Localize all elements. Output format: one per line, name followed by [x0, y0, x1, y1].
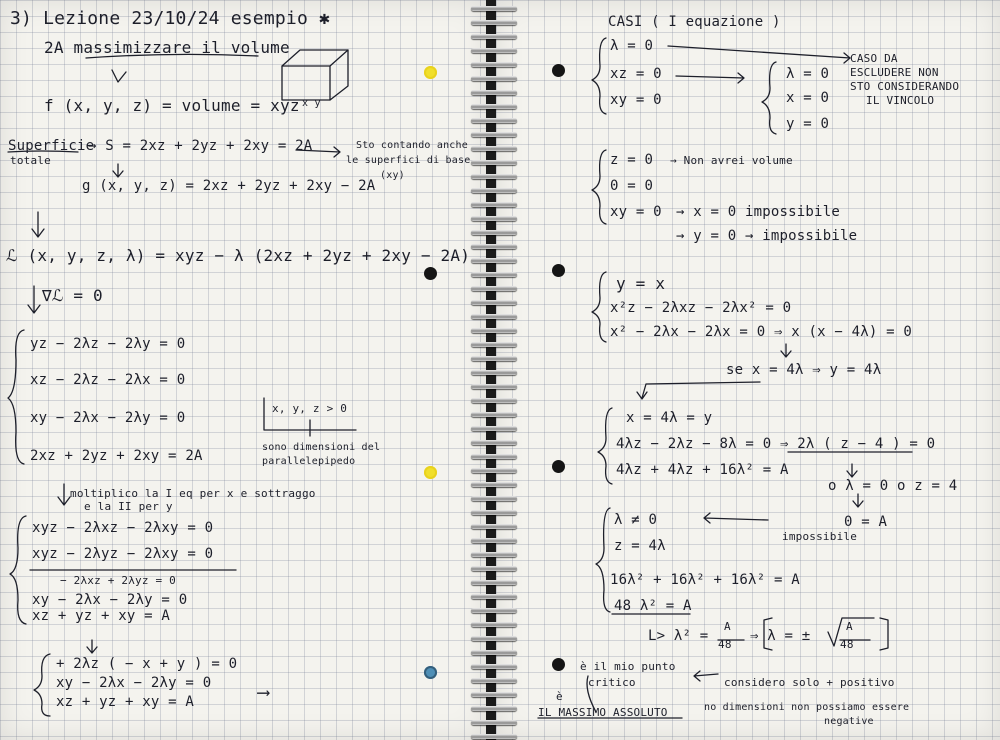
exclude-note-1: CASO DA [850, 52, 898, 65]
constraint-function: g (x, y, z) = 2xz + 2yz + 2xy − 2A [82, 178, 376, 194]
case-a-sub1: λ = 0 [786, 66, 830, 82]
case-c-eq2: x²z − 2λxz − 2λx² = 0 [610, 300, 792, 316]
impossible-2: → y = 0 → impossibile [676, 228, 858, 244]
case-e-eq1: λ ≠ 0 [614, 512, 658, 528]
punch-hole [552, 264, 565, 277]
lesson-subtitle: 2A massimizzare il volume [44, 38, 290, 57]
lesson-title: 3) Lezione 23/10/24 esempio ✱ [10, 8, 331, 29]
spiral-ring [468, 102, 520, 112]
objective-function: f (x, y, z) = volume = xyz [44, 96, 300, 115]
max-note-3: IL MASSIMO ASSOLUTO [538, 706, 668, 719]
spiral-ring [468, 368, 520, 378]
side-note-1: Sto contando anche [356, 140, 468, 151]
lambda-squared: L> λ² = [648, 628, 709, 644]
spiral-ring [468, 718, 520, 728]
punch-hole [424, 666, 437, 679]
continue-arrow: ⟶ [258, 682, 270, 703]
consider-positive: considero solo + positivo [724, 676, 895, 689]
punch-hole [552, 658, 565, 671]
case-e-eq3: 16λ² + 16λ² + 16λ² = A [610, 572, 800, 588]
exclude-note-4: IL VINCOLO [866, 94, 935, 107]
cases-title: CASI ( I equazione ) [608, 14, 781, 30]
system2-eq2: xyz − 2λyz − 2λxy = 0 [32, 546, 214, 562]
punch-hole [424, 466, 437, 479]
case-c-eq1: y = x [616, 274, 666, 293]
case-b-eq2: 0 = 0 [610, 178, 654, 194]
positive-note-3: parallelepipedo [262, 456, 356, 467]
spiral-ring [468, 634, 520, 644]
spiral-ring [468, 144, 520, 154]
spiral-ring [468, 438, 520, 448]
fraction-denominator: 48 [718, 638, 732, 651]
gradient-equation: ∇ℒ = 0 [42, 286, 103, 305]
lagrangian: ℒ (x, y, z, λ) = xyz − λ (2xz + 2yz + 2xy − 2A) [6, 246, 471, 265]
spiral-ring [468, 732, 520, 740]
spiral-ring [468, 662, 520, 672]
spiral-ring [468, 130, 520, 140]
spiral-ring [468, 256, 520, 266]
system1-eq3: xy − 2λx − 2λy = 0 [30, 410, 186, 426]
spiral-ring [468, 536, 520, 546]
exclude-note-3: STO CONSIDERANDO [850, 80, 960, 93]
system3-eq2: xy − 2λx − 2λy = 0 [56, 675, 212, 691]
system1-eq4: 2xz + 2yz + 2xy = 2A [30, 448, 203, 464]
spiral-ring [468, 522, 520, 532]
spiral-ring [468, 410, 520, 420]
spiral-ring [468, 648, 520, 658]
side-note-3: (xy) [380, 170, 405, 181]
system2-result: − 2λxz + 2λyz = 0 [60, 574, 176, 587]
left-page [0, 0, 486, 740]
spiral-ring [468, 676, 520, 686]
exclude-note-2: ESCLUDERE NON [850, 66, 939, 79]
spiral-ring [468, 46, 520, 56]
lambda-value: ⇒ λ = ± [750, 628, 811, 644]
spiral-ring [468, 88, 520, 98]
spiral-ring [468, 186, 520, 196]
case-a-eq3: xy = 0 [610, 92, 662, 108]
spiral-ring [468, 704, 520, 714]
spiral-ring [468, 494, 520, 504]
case-a-sub2: x = 0 [786, 90, 830, 106]
spiral-ring [468, 466, 520, 476]
right-page [496, 0, 1000, 740]
impossible-3: impossibile [782, 530, 858, 543]
fraction-numerator: A [724, 620, 731, 633]
spiral-ring [468, 284, 520, 294]
root-numerator: A [846, 620, 853, 633]
spiral-ring [468, 312, 520, 322]
punch-hole [424, 66, 437, 79]
system3-eq1: + 2λz ( − x + y ) = 0 [56, 656, 238, 672]
spiral-ring [468, 508, 520, 518]
spiral-ring [468, 270, 520, 280]
no-negative-2: negative [824, 716, 874, 727]
spiral-ring [468, 354, 520, 364]
spiral-ring [468, 60, 520, 70]
case-c-eq3: x² − 2λx − 2λx = 0 ⇒ x (x − 4λ) = 0 [610, 324, 913, 340]
spiral-ring [468, 620, 520, 630]
side-note-2: le superfici di base [346, 155, 471, 166]
spiral-ring [468, 340, 520, 350]
max-note-1: è il mio punto [580, 660, 676, 673]
case-d-eq1: x = 4λ = y [626, 410, 713, 426]
spiral-ring [468, 550, 520, 560]
spiral-ring [468, 214, 520, 224]
max-note-e: è [556, 690, 563, 703]
system1-eq2: xz − 2λz − 2λx = 0 [30, 372, 186, 388]
punch-hole [552, 64, 565, 77]
case-e-eq2: z = 4λ [614, 538, 666, 554]
spiral-ring [468, 200, 520, 210]
system2-eq3: xy − 2λx − 2λy = 0 [32, 592, 188, 608]
spiral-ring [468, 172, 520, 182]
root-denominator: 48 [840, 638, 854, 651]
case-b-eq1: z = 0 [610, 152, 654, 168]
case-b-eq3: xy = 0 [610, 204, 662, 220]
multiply-note-1: moltiplico la I eq per x e sottraggo [70, 487, 316, 500]
surface-equation: → S = 2xz + 2yz + 2xy = 2A [88, 138, 313, 154]
spiral-ring [468, 298, 520, 308]
no-negative-1: no dimensioni non possiamo essere [704, 702, 910, 713]
case-a-sub3: y = 0 [786, 116, 830, 132]
surface-label-2: totale [10, 154, 51, 167]
spiral-ring [468, 4, 520, 14]
spiral-ring [468, 606, 520, 616]
system3-eq3: xz + yz + xy = A [56, 694, 195, 710]
spiral-ring [468, 452, 520, 462]
punch-hole [424, 267, 437, 280]
spiral-ring [468, 592, 520, 602]
system1-eq1: yz − 2λz − 2λy = 0 [30, 336, 186, 352]
spiral-ring [468, 242, 520, 252]
spiral-binding [468, 0, 520, 740]
no-volume-note: → Non avrei volume [670, 154, 793, 167]
spiral-ring [468, 32, 520, 42]
spiral-ring [468, 564, 520, 574]
surface-label: Superficie [8, 138, 95, 154]
spiral-ring [468, 690, 520, 700]
case-e-eq4: 48 λ² = A [614, 598, 692, 614]
punch-hole [552, 460, 565, 473]
case-c-condition: se x = 4λ ⇒ y = 4λ [726, 362, 882, 378]
spiral-ring [468, 326, 520, 336]
spiral-ring [468, 116, 520, 126]
case-a-eq1: λ = 0 [610, 38, 654, 54]
case-d-eq3: 4λz + 4λz + 16λ² = A [616, 462, 789, 478]
case-d-zero: 0 = A [844, 514, 888, 530]
system2-eq4: xz + yz + xy = A [32, 608, 171, 624]
multiply-note-2: e la II per y [84, 500, 173, 513]
spiral-ring [468, 396, 520, 406]
system2-eq1: xyz − 2λxz − 2λxy = 0 [32, 520, 214, 536]
spiral-ring [468, 578, 520, 588]
spiral-ring [468, 228, 520, 238]
box-dimension-labels: x y [302, 98, 321, 109]
impossible-1: → x = 0 impossibile [676, 204, 840, 220]
positive-note-2: sono dimensioni del [262, 442, 381, 453]
spiral-ring [468, 158, 520, 168]
max-note-2: critico [588, 676, 636, 689]
spiral-ring [468, 382, 520, 392]
spiral-ring [468, 424, 520, 434]
case-d-or: o λ = 0 o z = 4 [828, 478, 958, 494]
spiral-ring [468, 74, 520, 84]
spiral-ring [468, 480, 520, 490]
spiral-ring [468, 18, 520, 28]
positive-note-1: x, y, z > 0 [272, 402, 348, 415]
case-d-eq2: 4λz − 2λz − 8λ = 0 ⇒ 2λ ( z − 4 ) = 0 [616, 436, 936, 452]
case-a-eq2: xz = 0 [610, 66, 662, 82]
